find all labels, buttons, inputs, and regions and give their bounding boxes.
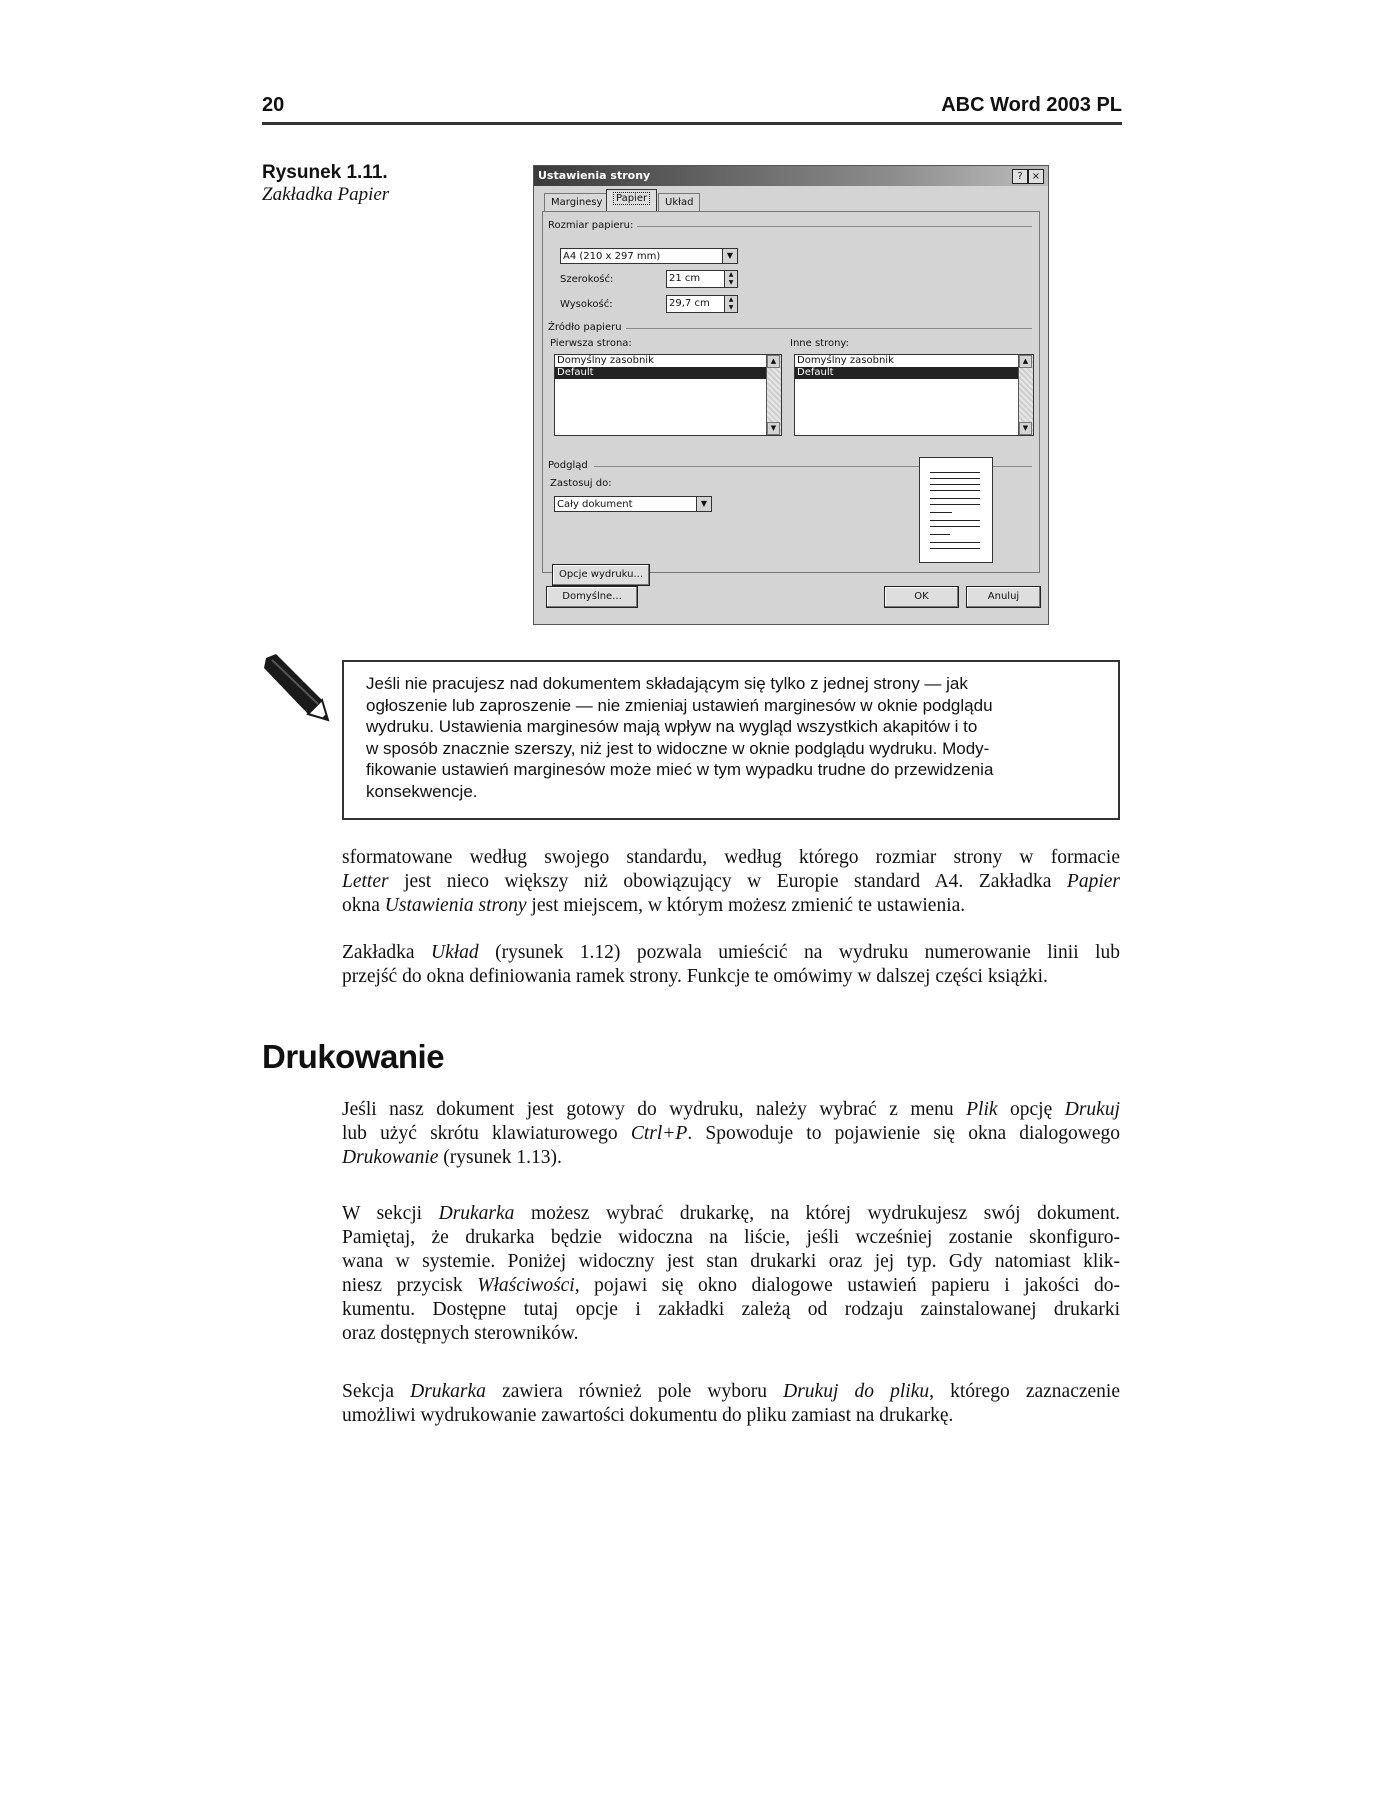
chevron-down-icon: ▼ — [696, 497, 711, 511]
page-header — [262, 94, 1122, 124]
text-line: sformatowane według swojego standardu, według którego rozmiar strony w formacie — [342, 847, 1120, 868]
book-title: ABC Word 2003 PL — [941, 94, 1122, 116]
other-pages-listbox[interactable] — [794, 354, 1034, 436]
paper-source-group-label: Źródło papieru — [548, 322, 626, 333]
list-item-selected[interactable]: Default — [555, 367, 781, 379]
emphasis: Letter — [342, 871, 389, 892]
height-spinner[interactable]: 29,7 cm ▲ ▼ — [666, 295, 738, 313]
emphasis: Drukarka — [438, 1203, 515, 1224]
emphasis: Właściwości — [477, 1275, 575, 1296]
text-line: Sekcja Drukarka zawiera również pole wyboru Drukuj do pliku, którego zaznaczenie — [342, 1381, 1120, 1402]
chevron-down-icon: ▼ — [722, 249, 737, 263]
other-pages-label: Inne strony: — [790, 338, 849, 349]
pencil-icon — [262, 652, 330, 724]
paper-size-select[interactable]: A4 (210 x 297 mm) ▼ — [560, 248, 738, 264]
paragraph-2 — [342, 941, 1120, 989]
text-line: Jeśli nasz dokument jest gotowy do wydruku, należy wybrać z menu Plik opcję Drukuj — [342, 1099, 1120, 1120]
emphasis: Drukarka — [410, 1381, 486, 1402]
text-line: Pamiętaj, że drukarka będzie widoczna na liście, jeśli wcześniej zostanie skonfiguro- — [342, 1227, 1120, 1248]
section-heading: Drukowanie — [262, 1038, 445, 1075]
tab-margins[interactable]: Marginesy — [544, 193, 609, 212]
note-line: wydruku. Ustawienia marginesów mają wpływ na wygląd wszystkich akapitów i to — [366, 717, 978, 736]
list-item[interactable]: Domyślny zasobnik — [557, 355, 654, 366]
scroll-down-icon[interactable]: ▼ — [1019, 422, 1032, 435]
text-line: Letter jest nieco większy niż obowiązujący w Europie standard A4. Zakładka Papier — [342, 871, 1120, 892]
list-item-selected[interactable]: Default — [795, 367, 1033, 379]
text-line: Drukowanie (rysunek 1.13). — [342, 1147, 562, 1168]
text-line: wana w systemie. Poniżej widoczny jest stan drukarki oraz jej typ. Gdy natomiast klik- — [342, 1251, 1120, 1272]
tab-layout[interactable]: Układ — [658, 193, 700, 212]
note-line: Jeśli nie pracujesz nad dokumentem składającym się tylko z jednej strony — jak — [366, 674, 968, 693]
print-options-button[interactable]: Opcje wydruku... — [552, 564, 650, 586]
height-label: Wysokość: — [560, 299, 613, 310]
cancel-button[interactable]: Anuluj — [966, 586, 1041, 608]
spin-down-icon[interactable]: ▼ — [724, 304, 737, 312]
scrollbar[interactable] — [766, 355, 781, 435]
paragraph-4 — [342, 1202, 1120, 1346]
preview-group-label: Podgląd — [548, 460, 592, 471]
page-setup-dialog — [533, 165, 1049, 625]
figure-caption-title: Rysunek 1.11. — [262, 162, 388, 183]
text-line: lub użyć skrótu klawiaturowego Ctrl+P. Spowoduje to pojawienie się okna dialogowego — [342, 1123, 1121, 1144]
note-line: w sposób znacznie szerszy, niż jest to widoczne w oknie podglądu wydruku. Mody- — [366, 738, 990, 758]
width-label: Szerokość: — [560, 274, 614, 285]
scroll-up-icon[interactable]: ▲ — [1019, 355, 1032, 368]
page-number: 20 — [262, 94, 285, 116]
note-line: ogłoszenie lub zaproszenie — nie zmieniaj ustawień marginesów w oknie podglądu — [366, 695, 993, 715]
first-page-label: Pierwsza strona: — [550, 338, 632, 349]
header-rule — [262, 122, 1122, 125]
help-button[interactable]: ? — [1012, 169, 1028, 184]
scroll-up-icon[interactable]: ▲ — [767, 355, 780, 368]
emphasis: Drukuj — [1064, 1099, 1120, 1120]
spin-up-icon[interactable]: ▲ — [724, 296, 737, 304]
note-line: konsekwencje. — [366, 781, 478, 801]
ok-button[interactable]: OK — [884, 586, 959, 608]
first-page-listbox[interactable] — [554, 354, 782, 436]
text-line: Zakładka Układ (rysunek 1.12) pozwala umieścić na wydruku numerowanie linii lub — [342, 942, 1120, 963]
default-button[interactable]: Domyślne... — [546, 586, 638, 608]
paragraph-5 — [342, 1380, 1120, 1428]
tab-paper[interactable]: Papier — [606, 189, 657, 212]
page-preview — [919, 457, 993, 563]
dialog-titlebar — [534, 166, 1048, 186]
emphasis: Drukuj do pliku — [783, 1381, 930, 1402]
text-line: W sekcji Drukarka możesz wybrać drukarkę, na której wydrukujesz swój dokument. — [342, 1203, 1120, 1224]
dialog-title: Ustawienia strony — [538, 169, 651, 182]
emphasis: Papier — [1066, 871, 1120, 892]
emphasis: Plik — [966, 1099, 998, 1120]
width-spinner[interactable]: 21 cm ▲ ▼ — [666, 270, 738, 288]
note-text — [366, 673, 1106, 802]
spin-up-icon[interactable]: ▲ — [724, 271, 737, 279]
emphasis: Ustawienia strony — [384, 895, 527, 916]
text-line: kumentu. Dostępne tutaj opcje i zakładki zależą od rodzaju zainstalowanej drukarki — [342, 1299, 1120, 1320]
text-line: oraz dostępnych sterowników. — [342, 1323, 579, 1344]
apply-to-label: Zastosuj do: — [550, 478, 612, 489]
paragraph-3 — [342, 1098, 1120, 1170]
paragraph-1 — [342, 846, 1120, 918]
spin-down-icon[interactable]: ▼ — [724, 279, 737, 287]
note-line: fikowanie ustawień marginesów może mieć w tym wypadku trudne do przewidzenia — [366, 760, 994, 779]
paper-size-group-label: Rozmiar papieru: — [548, 220, 637, 231]
list-item[interactable]: Domyślny zasobnik — [797, 355, 894, 366]
close-button[interactable]: × — [1028, 169, 1044, 184]
emphasis: Układ — [431, 942, 479, 963]
text-line: okna Ustawienia strony jest miejscem, w którym możesz zmienić te ustawienia. — [342, 895, 966, 916]
scrollbar[interactable] — [1018, 355, 1033, 435]
emphasis: Drukowanie — [342, 1147, 439, 1168]
apply-to-select[interactable]: Cały dokument ▼ — [554, 496, 712, 512]
text-line: przejść do okna definiowania ramek strony. Funkcje te omówimy w dalszej części książki. — [342, 966, 1048, 987]
figure-caption-subtitle: Zakładka Papier — [262, 184, 390, 205]
text-line: umożliwi wydrukowanie zawartości dokumentu do pliku zamiast na drukarkę. — [342, 1405, 954, 1426]
text-line: niesz przycisk Właściwości, pojawi się okno dialogowe ustawień papieru i jakości do- — [342, 1275, 1120, 1296]
emphasis: Ctrl+P — [630, 1123, 688, 1144]
scroll-down-icon[interactable]: ▼ — [767, 422, 780, 435]
